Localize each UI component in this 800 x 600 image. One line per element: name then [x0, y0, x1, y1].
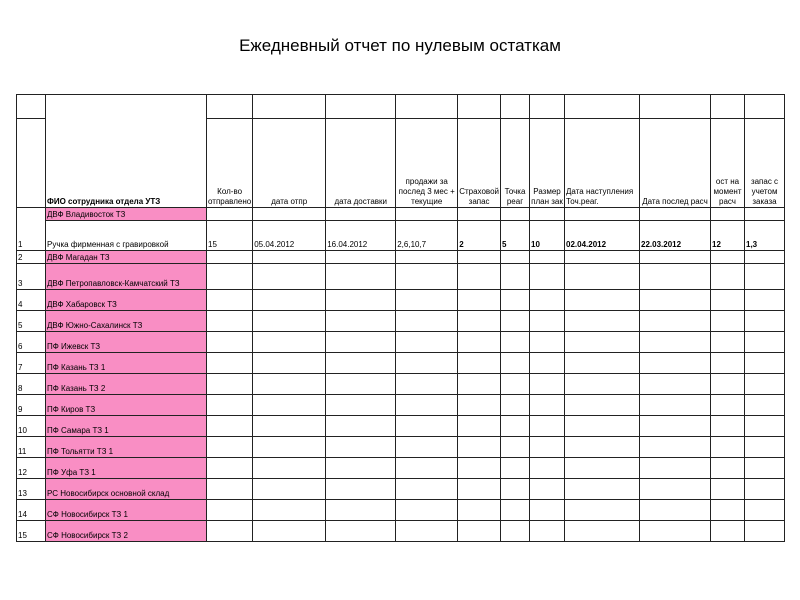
cell: [711, 437, 745, 458]
cell: [396, 264, 458, 290]
cell: [207, 251, 253, 264]
cell: [396, 290, 458, 311]
cell: [253, 95, 326, 119]
cell: [326, 500, 396, 521]
cell: [640, 353, 711, 374]
cell: [501, 458, 530, 479]
cell: [745, 311, 785, 332]
header-data-posled: Дата послед расч: [640, 119, 711, 208]
cell: [501, 332, 530, 353]
cell: [501, 521, 530, 542]
cell: [745, 353, 785, 374]
cell: [326, 374, 396, 395]
cell: [745, 208, 785, 221]
cell: [458, 95, 501, 119]
cell: [326, 416, 396, 437]
cell: [17, 119, 46, 208]
row-number: 6: [17, 332, 46, 353]
cell: [530, 374, 565, 395]
row-number: 13: [17, 479, 46, 500]
table-row: [17, 416, 785, 437]
header-kolvo: Кол-во отправлено: [207, 119, 253, 208]
cell: [253, 290, 326, 311]
cell: [745, 251, 785, 264]
cell: [530, 353, 565, 374]
cell: [458, 500, 501, 521]
cell: [745, 332, 785, 353]
cell: [530, 251, 565, 264]
cell: [253, 374, 326, 395]
cell: [253, 311, 326, 332]
product-row: [17, 221, 785, 251]
branch-name: ПФ Самара ТЗ 1: [46, 416, 207, 437]
cell: [253, 416, 326, 437]
table-row: [17, 251, 785, 264]
row-number: 9: [17, 395, 46, 416]
cell: [640, 416, 711, 437]
cell: [207, 208, 253, 221]
product-data-dostavki: 16.04.2012: [326, 221, 396, 251]
cell: [565, 395, 640, 416]
branch-name: ДВФ Петропавловск-Камчатский ТЗ: [46, 264, 207, 290]
cell: [396, 395, 458, 416]
cell: [565, 437, 640, 458]
branch-name: СФ Новосибирск ТЗ 1: [46, 500, 207, 521]
row-number: 4: [17, 290, 46, 311]
cell: [207, 395, 253, 416]
cell: [711, 374, 745, 395]
top-blank-row: [17, 95, 785, 119]
table-row: [17, 353, 785, 374]
cell: [207, 264, 253, 290]
cell: [326, 395, 396, 416]
cell: [207, 374, 253, 395]
cell: [711, 458, 745, 479]
cell: [501, 500, 530, 521]
cell: [253, 251, 326, 264]
cell: [396, 437, 458, 458]
table-row: [17, 264, 785, 290]
cell: [565, 251, 640, 264]
cell: [501, 208, 530, 221]
branch-name: ПФ Уфа ТЗ 1: [46, 458, 207, 479]
cell: [207, 332, 253, 353]
header-data-dostavki: дата доставки: [326, 119, 396, 208]
cell: [17, 95, 46, 119]
cell: [326, 208, 396, 221]
branch-name: ДВФ Магадан ТЗ: [46, 251, 207, 264]
cell: [530, 95, 565, 119]
product-data-posled: 22.03.2012: [640, 221, 711, 251]
cell: [565, 353, 640, 374]
cell: [745, 500, 785, 521]
table-row: [17, 374, 785, 395]
branch-name: РС Новосибирск основной склад: [46, 479, 207, 500]
cell: [326, 437, 396, 458]
cell: [745, 458, 785, 479]
cell: [458, 311, 501, 332]
row-number: 2: [17, 251, 46, 264]
cell: [396, 374, 458, 395]
cell: [326, 290, 396, 311]
cell: [711, 353, 745, 374]
cell: [458, 264, 501, 290]
cell: [565, 479, 640, 500]
table-row: [17, 521, 785, 542]
branch-name: ДВФ Хабаровск ТЗ: [46, 290, 207, 311]
cell: [711, 290, 745, 311]
cell: [530, 264, 565, 290]
header-razmer: Размер план зак: [530, 119, 565, 208]
row-number: 5: [17, 311, 46, 332]
row-number: 8: [17, 374, 46, 395]
cell: [396, 311, 458, 332]
cell: [326, 521, 396, 542]
header-zapas: запас с учетом заказа: [745, 119, 785, 208]
cell: [207, 416, 253, 437]
row-number: 1: [17, 208, 46, 251]
row-number: 3: [17, 264, 46, 290]
branch-name: ДВФ Южно-Сахалинск ТЗ: [46, 311, 207, 332]
row-number: 11: [17, 437, 46, 458]
cell: [711, 251, 745, 264]
branch-name: СФ Новосибирск ТЗ 2: [46, 521, 207, 542]
header-prodazhi: продажи за послед 3 мес + текущие: [396, 119, 458, 208]
cell: [640, 395, 711, 416]
cell: [530, 500, 565, 521]
product-tochka: 5: [501, 221, 530, 251]
cell: [396, 500, 458, 521]
cell: [640, 264, 711, 290]
cell: [207, 95, 253, 119]
cell: [565, 521, 640, 542]
cell: [253, 479, 326, 500]
cell: [326, 264, 396, 290]
cell: [501, 264, 530, 290]
cell: [640, 95, 711, 119]
cell: [253, 521, 326, 542]
cell: [745, 395, 785, 416]
cell: [640, 311, 711, 332]
cell: [640, 208, 711, 221]
report-title: Ежедневный отчет по нулевым остаткам: [239, 36, 561, 55]
cell: [501, 479, 530, 500]
table-row: [17, 437, 785, 458]
cell: [565, 458, 640, 479]
row-number: 14: [17, 500, 46, 521]
cell: [396, 458, 458, 479]
cell: [640, 332, 711, 353]
product-razmer: 10: [530, 221, 565, 251]
table-row: [17, 458, 785, 479]
cell: [711, 479, 745, 500]
cell: [745, 374, 785, 395]
cell: [458, 479, 501, 500]
branch-name: ПФ Казань ТЗ 1: [46, 353, 207, 374]
table-row: [17, 208, 785, 221]
cell: [530, 290, 565, 311]
cell: [501, 311, 530, 332]
cell: [530, 416, 565, 437]
cell: [458, 332, 501, 353]
branch-name: ПФ Киров ТЗ: [46, 395, 207, 416]
table-row: [17, 479, 785, 500]
cell: [207, 290, 253, 311]
cell: [565, 95, 640, 119]
product-zapas: 1,3: [745, 221, 785, 251]
cell: [501, 374, 530, 395]
cell: [253, 264, 326, 290]
cell: [501, 437, 530, 458]
cell: [565, 500, 640, 521]
cell: [207, 500, 253, 521]
cell: [326, 332, 396, 353]
cell: [711, 208, 745, 221]
cell: [501, 95, 530, 119]
cell: [640, 521, 711, 542]
cell: [207, 521, 253, 542]
cell: [326, 479, 396, 500]
cell: [396, 332, 458, 353]
cell: [711, 395, 745, 416]
cell: [711, 311, 745, 332]
cell: [253, 458, 326, 479]
cell: [326, 458, 396, 479]
cell: [501, 416, 530, 437]
cell: [745, 437, 785, 458]
cell: [565, 264, 640, 290]
cell: [458, 208, 501, 221]
cell: [207, 353, 253, 374]
row-number: 12: [17, 458, 46, 479]
cell: [565, 311, 640, 332]
cell: [458, 395, 501, 416]
product-ost: 12: [711, 221, 745, 251]
product-kolvo: 15: [207, 221, 253, 251]
cell: [711, 500, 745, 521]
header-ost: ост на момент расч: [711, 119, 745, 208]
cell: [711, 332, 745, 353]
cell: [396, 208, 458, 221]
cell: [326, 311, 396, 332]
table-row: [17, 290, 785, 311]
cell: [458, 437, 501, 458]
table-row: [17, 500, 785, 521]
cell: [207, 311, 253, 332]
cell: [207, 458, 253, 479]
product-data-nast: 02.04.2012: [565, 221, 640, 251]
cell: [326, 95, 396, 119]
table-row: [17, 395, 785, 416]
cell: [565, 208, 640, 221]
cell: [501, 395, 530, 416]
cell: [565, 332, 640, 353]
cell: [501, 353, 530, 374]
cell: [640, 374, 711, 395]
cell: [207, 437, 253, 458]
cell: [711, 521, 745, 542]
cell: [640, 437, 711, 458]
product-data-otpr: 05.04.2012: [253, 221, 326, 251]
header-strah: Страховой запас: [458, 119, 501, 208]
branch-name: ДВФ Владивосток ТЗ: [46, 208, 207, 221]
cell: [396, 416, 458, 437]
product-strah: 2: [458, 221, 501, 251]
cell: [745, 290, 785, 311]
cell: [530, 437, 565, 458]
report-table: [16, 94, 785, 542]
cell: [396, 521, 458, 542]
cell: [458, 251, 501, 264]
table-row: [17, 311, 785, 332]
header-data-otpr: дата отпр: [253, 119, 326, 208]
product-prodazhi: 2,6,10,7: [396, 221, 458, 251]
cell: [396, 353, 458, 374]
product-name: Ручка фирменная с гравировкой: [46, 221, 207, 251]
cell: [711, 416, 745, 437]
cell: [458, 416, 501, 437]
cell: [396, 251, 458, 264]
cell: [745, 95, 785, 119]
branch-name: ПФ Казань ТЗ 2: [46, 374, 207, 395]
header-tochka: Точка реаг: [501, 119, 530, 208]
cell: [711, 95, 745, 119]
cell: [530, 479, 565, 500]
cell: [745, 521, 785, 542]
cell: [530, 521, 565, 542]
table-row: [17, 332, 785, 353]
cell: [530, 208, 565, 221]
row-number: 7: [17, 353, 46, 374]
cell: [458, 458, 501, 479]
cell: [530, 458, 565, 479]
cell: [253, 353, 326, 374]
cell: [253, 208, 326, 221]
cell: [745, 264, 785, 290]
branch-name: ПФ Тольятти ТЗ 1: [46, 437, 207, 458]
header-fio: ФИО сотрудника отдела УТЗ: [46, 95, 207, 208]
report-rows: [17, 208, 785, 542]
cell: [640, 290, 711, 311]
header-data-nast: Дата наступления Точ.реаг.: [565, 119, 640, 208]
cell: [253, 332, 326, 353]
cell: [253, 395, 326, 416]
cell: [711, 264, 745, 290]
cell: [326, 251, 396, 264]
cell: [396, 479, 458, 500]
cell: [253, 500, 326, 521]
cell: [565, 416, 640, 437]
cell: [396, 95, 458, 119]
cell: [530, 311, 565, 332]
cell: [501, 290, 530, 311]
cell: [640, 458, 711, 479]
cell: [326, 353, 396, 374]
cell: [458, 290, 501, 311]
cell: [253, 437, 326, 458]
cell: [640, 251, 711, 264]
branch-name: ПФ Ижевск ТЗ: [46, 332, 207, 353]
row-number: 10: [17, 416, 46, 437]
cell: [530, 332, 565, 353]
cell: [501, 251, 530, 264]
cell: [640, 479, 711, 500]
cell: [458, 521, 501, 542]
cell: [745, 479, 785, 500]
row-number: 15: [17, 521, 46, 542]
cell: [565, 374, 640, 395]
cell: [745, 416, 785, 437]
cell: [530, 395, 565, 416]
cell: [458, 374, 501, 395]
cell: [207, 479, 253, 500]
cell: [565, 290, 640, 311]
cell: [458, 353, 501, 374]
cell: [640, 500, 711, 521]
